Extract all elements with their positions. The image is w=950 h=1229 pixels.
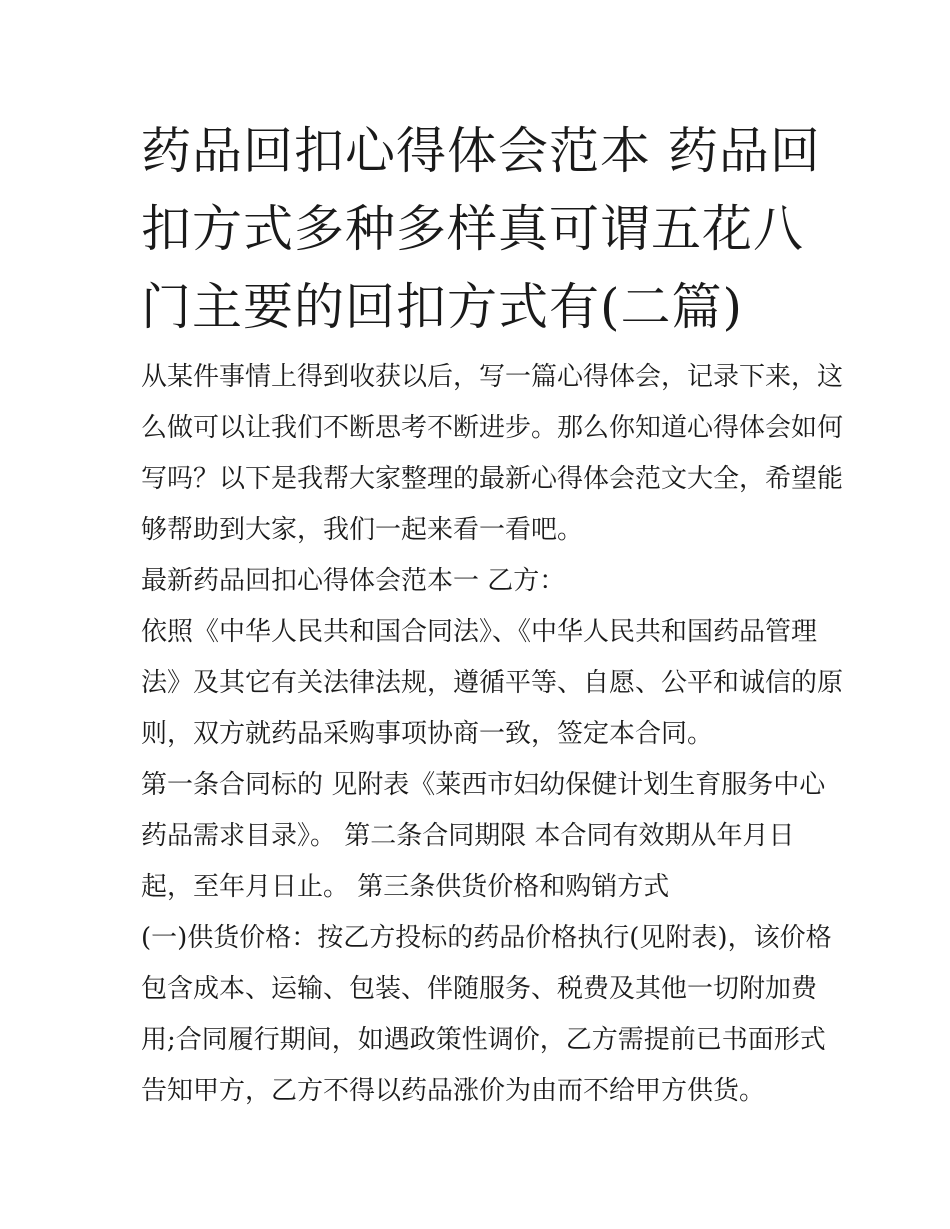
body-line: 从某件事情上得到收获以后，写一篇心得体会，记录下来，这 — [141, 362, 844, 392]
title-line: 门主要的回扣方式有(二篇) — [141, 278, 744, 336]
body-line: 第一条合同标的 见附表《莱西市妇幼保健计划生育服务中心 — [141, 770, 826, 800]
body-line: 药品需求目录》。 第二条合同期限 本合同有效期从年月日 — [141, 821, 795, 851]
title-line: 扣方式多种多样真可谓五花八 — [141, 200, 804, 258]
body-line: 够帮助到大家，我们一起来看一看吧。 — [141, 515, 584, 545]
title-line: 药品回扣心得体会范本 药品回 — [141, 122, 821, 180]
body-line: 依照《中华人民共和国合同法》、《中华人民共和国药品管理 — [141, 617, 818, 647]
body-line: 写吗？以下是我帮大家整理的最新心得体会范文大全，希望能 — [141, 464, 844, 494]
body-line: 法》及其它有关法律法规，遵循平等、自愿、公平和诚信的原 — [141, 668, 844, 698]
body-line: 起，至年月日止。 第三条供货价格和购销方式 — [141, 872, 670, 902]
body-line: 用;合同履行期间，如遇政策性调价，乙方需提前已书面形式 — [141, 1025, 826, 1055]
body-line: (一)供货价格：按乙方投标的药品价格执行(见附表)，该价格 — [141, 923, 832, 953]
body-line: 告知甲方，乙方不得以药品涨价为由而不给甲方供货。 — [141, 1076, 766, 1106]
document-body — [141, 352, 844, 1117]
body-line: 么做可以让我们不断思考不断进步。那么你知道心得体会如何 — [141, 413, 844, 443]
section-heading: 最新药品回扣心得体会范本一 乙方： — [141, 566, 566, 596]
body-line: 则，双方就药品采购事项协商一致，签定本合同。 — [141, 719, 714, 749]
document-title — [141, 112, 821, 346]
body-line: 包含成本、运输、包装、伴随服务、税费及其他一切附加费 — [141, 974, 818, 1004]
